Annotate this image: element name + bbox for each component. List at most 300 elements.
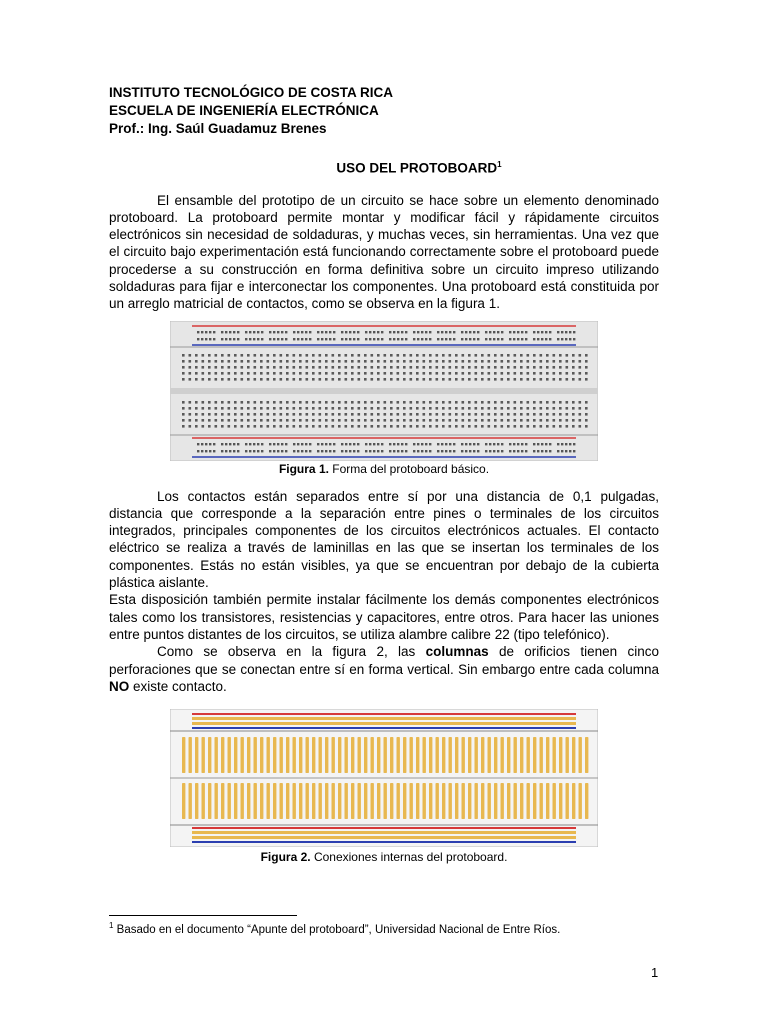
- rail-hole: [209, 450, 211, 452]
- matrix-hole: [416, 413, 419, 416]
- rail-hole: [345, 338, 347, 340]
- rail-hole: [273, 443, 275, 445]
- matrix-hole: [494, 378, 497, 381]
- matrix-hole: [572, 413, 575, 416]
- matrix-hole: [267, 366, 270, 369]
- rail-hole: [549, 338, 551, 340]
- rail-hole: [573, 450, 575, 452]
- rail-hole: [393, 443, 395, 445]
- column-strip: [241, 737, 244, 773]
- column-strip: [488, 783, 491, 819]
- rail-hole: [229, 331, 231, 333]
- matrix-hole: [241, 419, 244, 422]
- matrix-hole: [449, 366, 452, 369]
- matrix-hole: [254, 366, 257, 369]
- matrix-hole: [260, 413, 263, 416]
- matrix-hole: [189, 407, 192, 410]
- rail-hole: [465, 331, 467, 333]
- matrix-hole: [345, 419, 348, 422]
- matrix-hole: [429, 419, 432, 422]
- rail-hole: [517, 331, 519, 333]
- matrix-hole: [410, 419, 413, 422]
- matrix-hole: [293, 354, 296, 357]
- matrix-hole: [234, 354, 237, 357]
- paragraph-columns-bold2: NO: [109, 678, 130, 694]
- rail-hole: [257, 443, 259, 445]
- matrix-hole: [273, 372, 276, 375]
- rail-hole: [397, 338, 399, 340]
- matrix-hole: [364, 366, 367, 369]
- rail-hole: [269, 443, 271, 445]
- matrix-hole: [273, 401, 276, 404]
- matrix-hole: [247, 407, 250, 410]
- matrix-hole: [286, 360, 289, 363]
- matrix-hole: [520, 413, 523, 416]
- matrix-hole: [579, 401, 582, 404]
- matrix-hole: [241, 401, 244, 404]
- rail-hole: [221, 338, 223, 340]
- matrix-hole: [364, 360, 367, 363]
- matrix-hole: [527, 366, 530, 369]
- matrix-hole: [189, 419, 192, 422]
- rail-hole: [489, 443, 491, 445]
- matrix-hole: [260, 425, 263, 428]
- rail-hole: [501, 331, 503, 333]
- matrix-hole: [254, 354, 257, 357]
- column-strip: [325, 783, 328, 819]
- rail-hole: [441, 443, 443, 445]
- matrix-hole: [364, 419, 367, 422]
- matrix-hole: [351, 419, 354, 422]
- matrix-hole: [403, 413, 406, 416]
- rail-hole: [301, 331, 303, 333]
- matrix-hole: [312, 360, 315, 363]
- rail-hole: [509, 450, 511, 452]
- matrix-hole: [488, 378, 491, 381]
- matrix-hole: [306, 401, 309, 404]
- matrix-hole: [267, 401, 270, 404]
- title-text: USO DEL PROTOBOARD: [336, 160, 498, 176]
- rail-hole: [521, 338, 523, 340]
- matrix-hole: [481, 419, 484, 422]
- matrix-hole: [260, 360, 263, 363]
- matrix-hole: [501, 407, 504, 410]
- column-strip: [410, 783, 413, 819]
- rail-hole: [261, 331, 263, 333]
- rail-hole: [209, 331, 211, 333]
- matrix-hole: [546, 354, 549, 357]
- rail-hole: [541, 338, 543, 340]
- rail-hole: [197, 331, 199, 333]
- matrix-hole: [306, 407, 309, 410]
- matrix-hole: [566, 401, 569, 404]
- rail-hole: [321, 338, 323, 340]
- rail-hole: [277, 331, 279, 333]
- matrix-hole: [384, 366, 387, 369]
- matrix-hole: [520, 401, 523, 404]
- matrix-hole: [442, 401, 445, 404]
- matrix-hole: [325, 407, 328, 410]
- matrix-hole: [208, 425, 211, 428]
- rail-hole: [525, 450, 527, 452]
- matrix-hole: [267, 425, 270, 428]
- matrix-hole: [481, 407, 484, 410]
- matrix-hole: [208, 419, 211, 422]
- matrix-hole: [572, 401, 575, 404]
- rail-hole: [493, 331, 495, 333]
- matrix-hole: [351, 372, 354, 375]
- rail-hole: [405, 338, 407, 340]
- column-strip: [306, 737, 309, 773]
- matrix-hole: [585, 425, 588, 428]
- rail-hole: [325, 443, 327, 445]
- matrix-hole: [462, 366, 465, 369]
- rail-hole: [237, 338, 239, 340]
- rail-hole: [253, 443, 255, 445]
- matrix-hole: [416, 425, 419, 428]
- rail-hole: [445, 443, 447, 445]
- rail-hole: [541, 443, 543, 445]
- matrix-hole: [507, 354, 510, 357]
- matrix-hole: [208, 366, 211, 369]
- matrix-hole: [202, 354, 205, 357]
- matrix-hole: [247, 419, 250, 422]
- rail-hole: [453, 331, 455, 333]
- column-strip: [189, 783, 192, 819]
- matrix-hole: [221, 419, 224, 422]
- rail-hole: [277, 338, 279, 340]
- column-strip: [514, 783, 517, 819]
- rail-hole: [197, 443, 199, 445]
- column-strip: [449, 737, 452, 773]
- matrix-hole: [423, 425, 426, 428]
- matrix-hole: [254, 372, 257, 375]
- matrix-hole: [436, 366, 439, 369]
- matrix-hole: [546, 419, 549, 422]
- matrix-hole: [267, 372, 270, 375]
- matrix-hole: [189, 366, 192, 369]
- rail-hole: [233, 338, 235, 340]
- matrix-hole: [312, 378, 315, 381]
- rail-hole: [557, 450, 559, 452]
- rail-hole: [201, 450, 203, 452]
- rail-hole: [309, 331, 311, 333]
- column-strip: [358, 737, 361, 773]
- matrix-hole: [345, 407, 348, 410]
- matrix-hole: [299, 360, 302, 363]
- rail-hole: [221, 450, 223, 452]
- matrix-hole: [351, 378, 354, 381]
- matrix-hole: [319, 354, 322, 357]
- matrix-hole: [338, 366, 341, 369]
- matrix-hole: [475, 407, 478, 410]
- matrix-hole: [306, 360, 309, 363]
- rail-hole: [521, 331, 523, 333]
- matrix-hole: [377, 413, 380, 416]
- column-strip: [325, 737, 328, 773]
- matrix-hole: [559, 372, 562, 375]
- matrix-hole: [462, 354, 465, 357]
- column-strip: [208, 783, 211, 819]
- rail-hole: [201, 443, 203, 445]
- rail-hole: [349, 443, 351, 445]
- matrix-hole: [384, 360, 387, 363]
- matrix-hole: [319, 360, 322, 363]
- document-page: [109, 84, 659, 864]
- matrix-hole: [468, 401, 471, 404]
- matrix-hole: [332, 413, 335, 416]
- matrix-hole: [423, 372, 426, 375]
- matrix-hole: [182, 419, 185, 422]
- matrix-hole: [429, 354, 432, 357]
- rail-hole: [501, 450, 503, 452]
- matrix-hole: [546, 401, 549, 404]
- rail-hole: [413, 443, 415, 445]
- matrix-hole: [280, 419, 283, 422]
- matrix-hole: [566, 366, 569, 369]
- matrix-hole: [364, 425, 367, 428]
- rail-hole: [365, 338, 367, 340]
- matrix-hole: [455, 407, 458, 410]
- rail-hole: [497, 338, 499, 340]
- rail-hole: [437, 338, 439, 340]
- rail-hole: [365, 450, 367, 452]
- matrix-hole: [390, 401, 393, 404]
- rail-hole: [321, 331, 323, 333]
- matrix-hole: [338, 378, 341, 381]
- matrix-hole: [228, 413, 231, 416]
- matrix-hole: [410, 372, 413, 375]
- matrix-hole: [527, 419, 530, 422]
- rail-hole: [549, 331, 551, 333]
- rail-hole: [549, 443, 551, 445]
- column-strip: [507, 783, 510, 819]
- rail-hole: [209, 443, 211, 445]
- rail-hole: [373, 338, 375, 340]
- matrix-hole: [182, 354, 185, 357]
- matrix-hole: [234, 401, 237, 404]
- matrix-hole: [293, 407, 296, 410]
- matrix-hole: [507, 413, 510, 416]
- rail-hole: [345, 331, 347, 333]
- rail-hole: [225, 331, 227, 333]
- rail-hole: [449, 331, 451, 333]
- matrix-hole: [182, 360, 185, 363]
- rail-hole: [441, 331, 443, 333]
- rail-hole: [441, 338, 443, 340]
- matrix-hole: [494, 360, 497, 363]
- column-strip: [546, 737, 549, 773]
- matrix-hole: [390, 378, 393, 381]
- matrix-hole: [468, 360, 471, 363]
- rail-hole: [277, 443, 279, 445]
- rail-hole: [221, 443, 223, 445]
- matrix-hole: [286, 372, 289, 375]
- matrix-hole: [215, 419, 218, 422]
- matrix-hole: [397, 372, 400, 375]
- rail-hole: [425, 338, 427, 340]
- matrix-hole: [501, 354, 504, 357]
- rail-hole: [437, 443, 439, 445]
- matrix-hole: [299, 366, 302, 369]
- matrix-hole: [228, 354, 231, 357]
- rail-hole: [497, 443, 499, 445]
- rail-hole: [469, 338, 471, 340]
- matrix-hole: [449, 372, 452, 375]
- rail-hole: [485, 450, 487, 452]
- matrix-hole: [566, 425, 569, 428]
- rail-hole: [437, 331, 439, 333]
- matrix-hole: [286, 378, 289, 381]
- matrix-hole: [189, 378, 192, 381]
- matrix-hole: [455, 401, 458, 404]
- matrix-hole: [397, 425, 400, 428]
- matrix-hole: [241, 366, 244, 369]
- matrix-hole: [481, 366, 484, 369]
- matrix-hole: [338, 401, 341, 404]
- matrix-hole: [351, 425, 354, 428]
- column-strip: [501, 783, 504, 819]
- rail-hole: [513, 450, 515, 452]
- matrix-hole: [579, 407, 582, 410]
- matrix-hole: [293, 419, 296, 422]
- rail-hole: [509, 331, 511, 333]
- matrix-hole: [247, 354, 250, 357]
- matrix-hole: [514, 401, 517, 404]
- rail-hole: [541, 450, 543, 452]
- matrix-hole: [423, 354, 426, 357]
- rail-hole: [329, 450, 331, 452]
- matrix-hole: [195, 419, 198, 422]
- matrix-hole: [572, 425, 575, 428]
- matrix-hole: [494, 372, 497, 375]
- matrix-hole: [462, 425, 465, 428]
- matrix-hole: [475, 378, 478, 381]
- column-strip: [403, 783, 406, 819]
- rail-hole: [285, 450, 287, 452]
- matrix-hole: [228, 372, 231, 375]
- rail-hole: [377, 338, 379, 340]
- matrix-hole: [449, 425, 452, 428]
- matrix-hole: [254, 413, 257, 416]
- column-strip: [436, 783, 439, 819]
- column-strip: [390, 783, 393, 819]
- rail-hole: [325, 331, 327, 333]
- rail-hole: [445, 331, 447, 333]
- matrix-hole: [527, 413, 530, 416]
- matrix-hole: [189, 360, 192, 363]
- rail-hole: [513, 331, 515, 333]
- matrix-hole: [189, 413, 192, 416]
- matrix-hole: [234, 425, 237, 428]
- title-footnote-marker: 1: [497, 160, 502, 169]
- matrix-hole: [403, 354, 406, 357]
- matrix-hole: [208, 401, 211, 404]
- column-strip: [228, 783, 231, 819]
- matrix-hole: [182, 366, 185, 369]
- rail-hole: [349, 338, 351, 340]
- rail-hole: [557, 338, 559, 340]
- matrix-hole: [475, 372, 478, 375]
- matrix-hole: [345, 413, 348, 416]
- matrix-hole: [436, 413, 439, 416]
- matrix-hole: [462, 407, 465, 410]
- matrix-hole: [390, 360, 393, 363]
- matrix-hole: [501, 366, 504, 369]
- rail-hole: [205, 331, 207, 333]
- rail-hole: [465, 338, 467, 340]
- column-strip: [462, 783, 465, 819]
- matrix-hole: [442, 425, 445, 428]
- matrix-hole: [306, 413, 309, 416]
- matrix-hole: [585, 360, 588, 363]
- matrix-hole: [332, 407, 335, 410]
- column-strip: [566, 783, 569, 819]
- rail-hole: [205, 450, 207, 452]
- rail-hole: [401, 331, 403, 333]
- matrix-hole: [371, 366, 374, 369]
- rail-hole: [401, 338, 403, 340]
- matrix-hole: [397, 401, 400, 404]
- column-strip: [280, 783, 283, 819]
- figure-2-label: Figura 2.: [260, 850, 311, 865]
- rail-hole: [213, 450, 215, 452]
- matrix-hole: [468, 366, 471, 369]
- figure-2: [170, 709, 598, 850]
- rail-hole: [329, 331, 331, 333]
- matrix-hole: [410, 407, 413, 410]
- matrix-hole: [247, 378, 250, 381]
- matrix-hole: [384, 401, 387, 404]
- column-strip: [273, 737, 276, 773]
- rail-hole: [229, 443, 231, 445]
- rail-hole: [285, 331, 287, 333]
- rail-hole: [565, 443, 567, 445]
- rail-hole: [381, 443, 383, 445]
- matrix-hole: [293, 372, 296, 375]
- paragraph-components: Esta disposición también permite instalar fácilmente los demás componentes electrónicos tales como los transistores, resistencias y capacitores, entre otros. Para hacer las uniones entre puntos distantes de los circuitos, se utiliza alambre calibre 22 (tipo telefónico).: [109, 592, 659, 642]
- rail-hole: [561, 443, 563, 445]
- matrix-hole: [254, 419, 257, 422]
- matrix-hole: [520, 372, 523, 375]
- matrix-hole: [319, 419, 322, 422]
- matrix-hole: [520, 354, 523, 357]
- matrix-hole: [553, 413, 556, 416]
- paragraph-intro: El ensamble del prototipo de un circuito se hace sobre un elemento denominado protoboard. La protoboard permite montar y modificar fácil y rápidamente circuitos electrónicos sin necesidad de soldaduras, y muchas veces, sin herramientas. Una vez que el circuito bajo experimentación está funcionando correctamente sobre el protoboard puede procederse a su construcción en forma definitiva sobre un circuito impreso utilizando soldaduras para fijar e interconectar los componentes. Una protoboard está constituida por un arreglo matricial de contactos, como se observa en la figura 1.: [109, 192, 659, 312]
- matrix-hole: [533, 354, 536, 357]
- matrix-hole: [221, 366, 224, 369]
- rail-hole: [233, 450, 235, 452]
- rail-hole: [201, 338, 203, 340]
- matrix-hole: [215, 366, 218, 369]
- rail-hole: [233, 443, 235, 445]
- matrix-hole: [182, 407, 185, 410]
- matrix-hole: [423, 413, 426, 416]
- matrix-hole: [202, 401, 205, 404]
- rail-hole: [429, 450, 431, 452]
- matrix-hole: [416, 354, 419, 357]
- matrix-hole: [423, 401, 426, 404]
- rail-hole: [477, 338, 479, 340]
- rail-hole: [281, 443, 283, 445]
- rail-hole: [489, 331, 491, 333]
- matrix-hole: [397, 419, 400, 422]
- bottom-rail-strip: [192, 836, 576, 839]
- matrix-hole: [429, 372, 432, 375]
- rail-hole: [305, 331, 307, 333]
- rail-hole: [533, 331, 535, 333]
- matrix-hole: [208, 407, 211, 410]
